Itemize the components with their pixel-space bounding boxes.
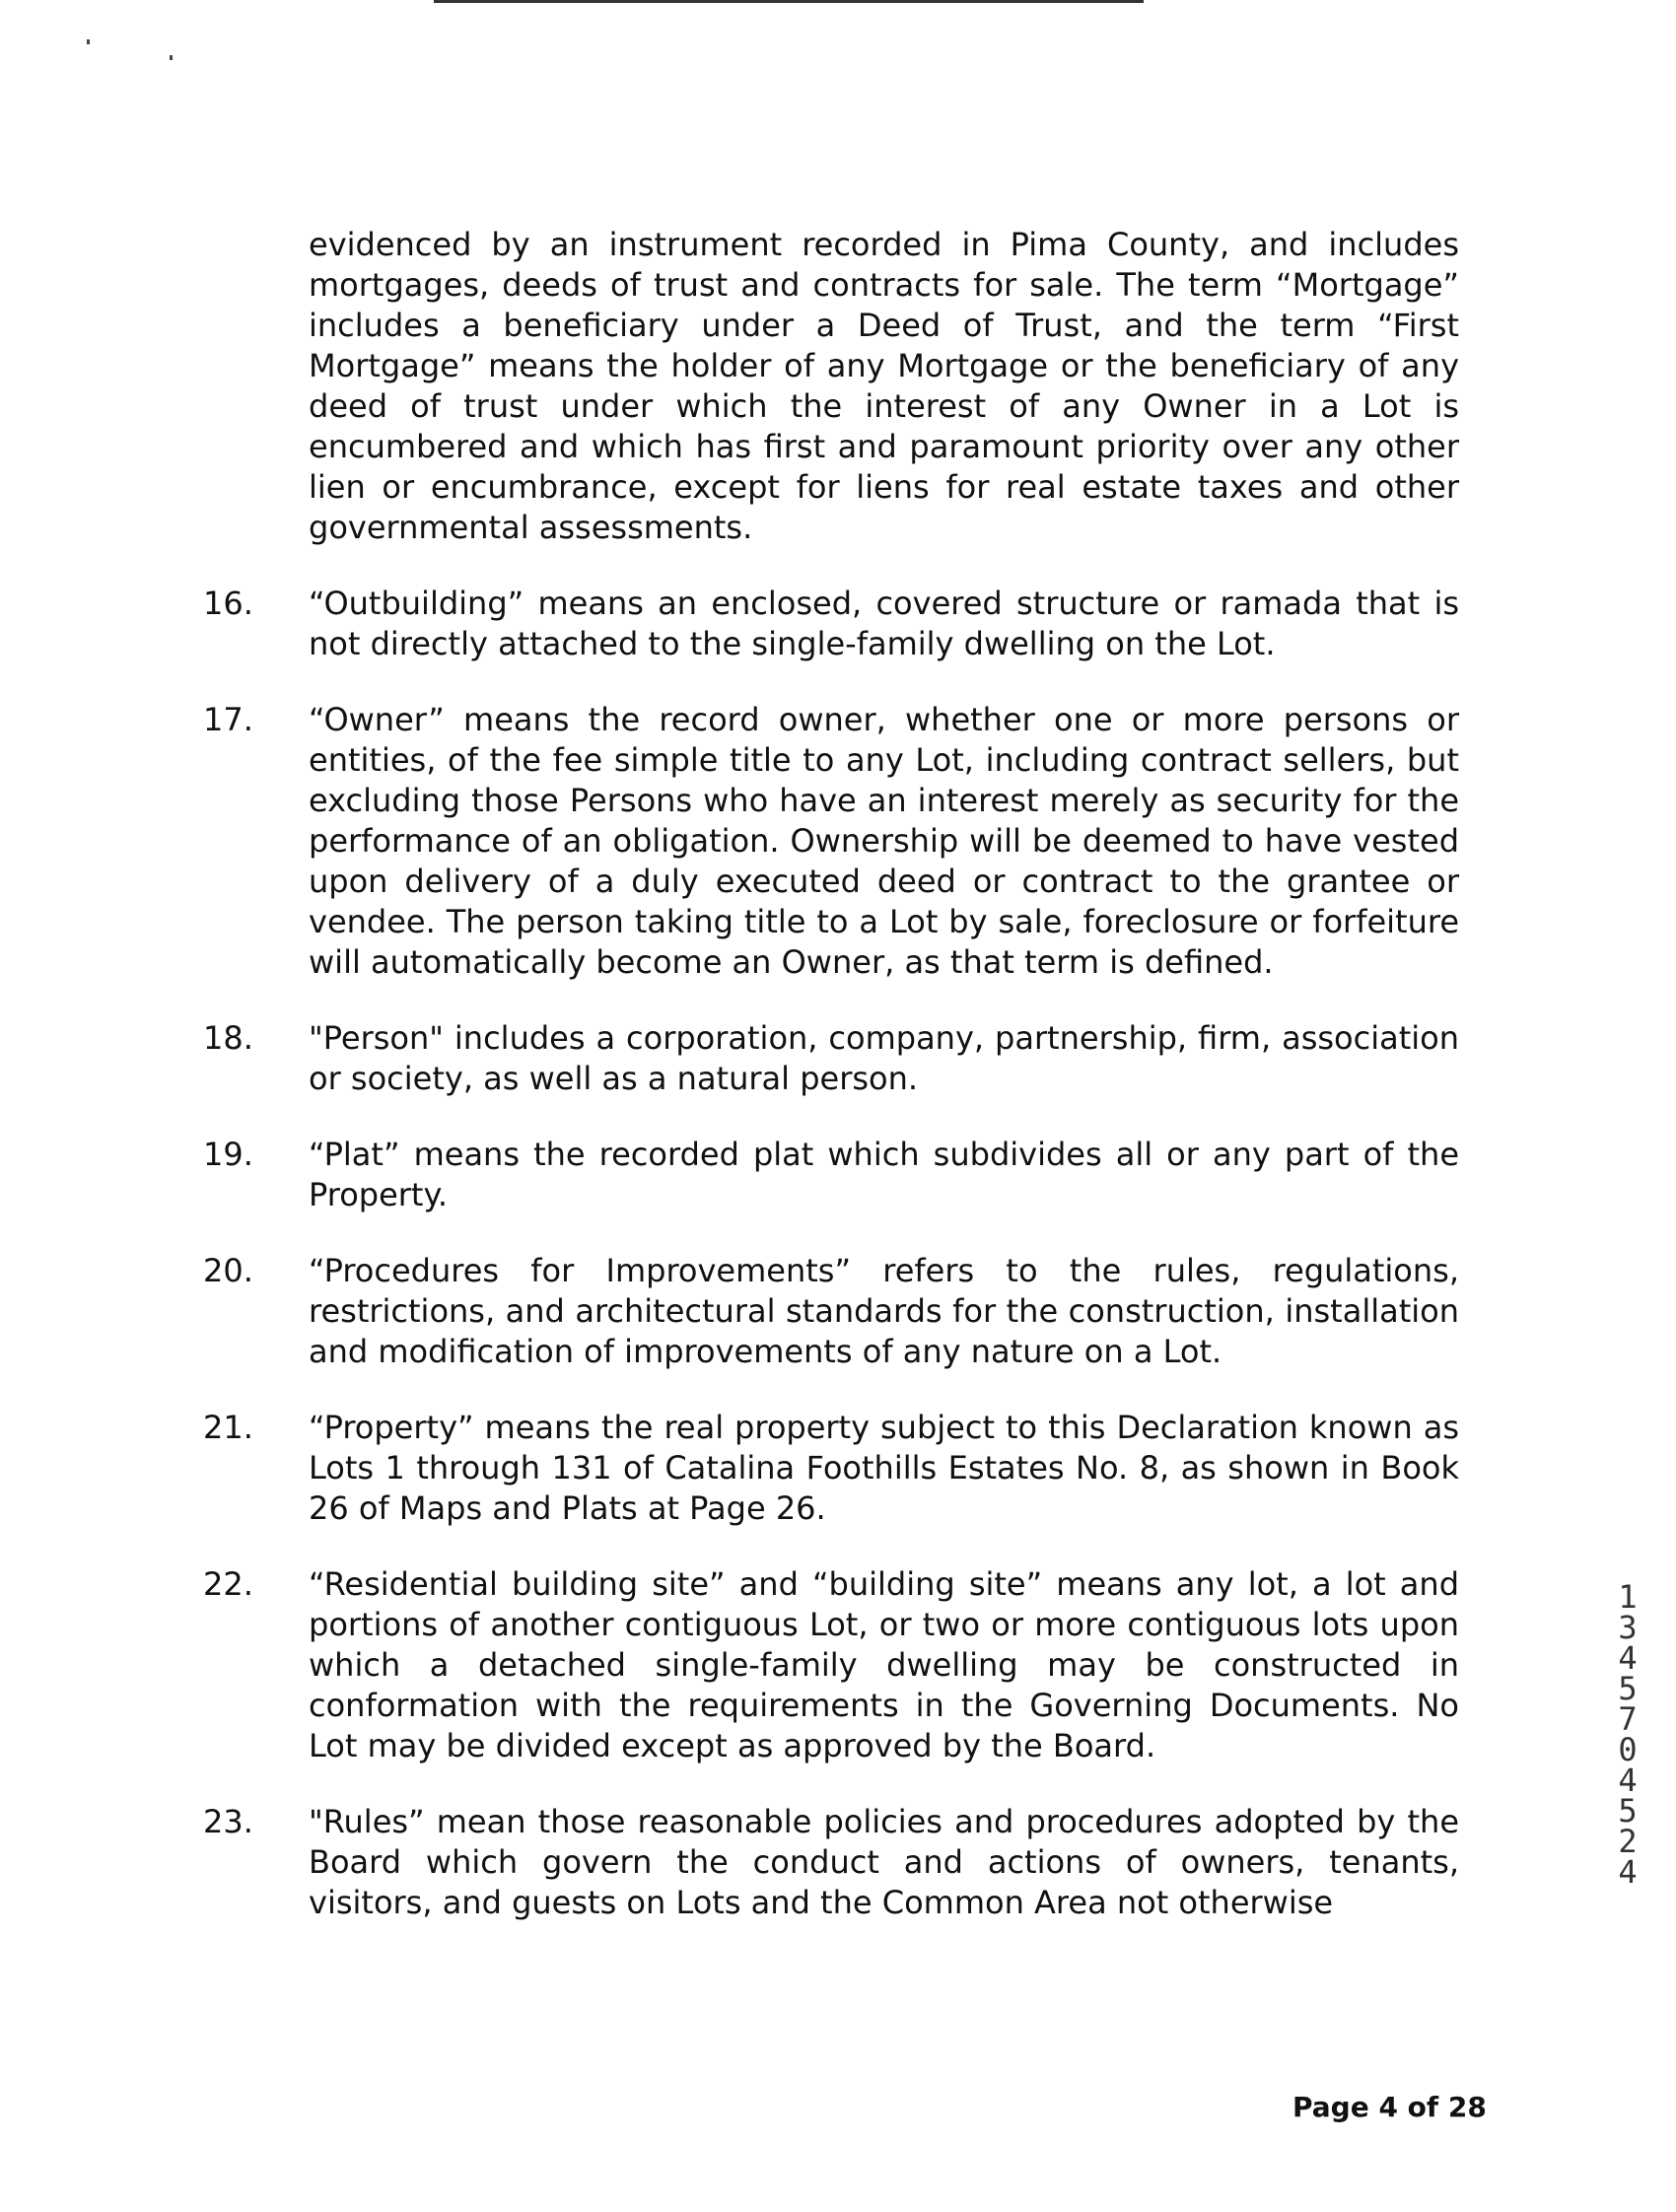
item-text: “Property” means the real property subject to this Declaration known as Lots 1 through 131 of Catalina Foothills Estates No. 8, as shown in Book 26 of Maps and Plats at Page 26. <box>309 1409 1459 1527</box>
item-text: “Outbuilding” means an enclosed, covered structure or ramada that is not directly attached to the single-family dwelling on the Lot. <box>309 585 1459 662</box>
definition-item-18 <box>203 1018 1459 1099</box>
item-number: 22. <box>203 1565 253 1603</box>
item-text: “Plat” means the recorded plat which subdivides all or any part of the Property. <box>309 1136 1459 1213</box>
item-number: 19. <box>203 1136 253 1173</box>
definition-item-21 <box>203 1408 1459 1529</box>
item-number: 23. <box>203 1803 253 1840</box>
item-number: 16. <box>203 585 253 622</box>
definition-item-23 <box>203 1802 1459 1923</box>
item-number: 20. <box>203 1252 253 1289</box>
definition-item-22 <box>203 1564 1459 1766</box>
item-text: "Person" includes a corporation, company, partnership, firm, association or society, as well as a natural person. <box>309 1019 1459 1097</box>
definition-item-16 <box>203 584 1459 664</box>
item-text: "Rules” mean those reasonable policies and procedures adopted by the Board which govern the conduct and actions of owners, tenants, visitors, and guests on Lots and the Common Area not otherwise <box>309 1803 1459 1921</box>
item-text: “Procedures for Improvements” refers to the rules, regulations, restrictions, and architectural standards for the construction, installation and modification of improvements of any nature on a Lot. <box>309 1252 1459 1370</box>
item-text: “Residential building site” and “building site” means any lot, a lot and portions of another contiguous Lot, or two or more contiguous lots upon which a detached single-family dwelling may be constructed in conformation with the requirements in the Governing Documents. No Lot may be divided except as approved by the Board. <box>309 1565 1459 1764</box>
intro-paragraph: evidenced by an instrument recorded in Pima County, and includes mortgages, deeds of trust and contracts for sale. The term “Mortgage” includes a beneficiary under a Deed of Trust, and the term “First Mortgage” means the holder of any Mortgage or the beneficiary of any deed of trust under which the interest of any Owner in a Lot is encumbered and which has first and paramount priority over any other lien or encumbrance, except for liens for real estate taxes and other governmental assessments. <box>309 226 1459 546</box>
item-number: 17. <box>203 701 253 738</box>
scan-speck <box>87 39 90 44</box>
recording-stamp-number: 13457 04524 <box>1618 1578 1638 1891</box>
document-body <box>203 225 1459 1959</box>
top-scan-line <box>434 0 1144 3</box>
item-number: 21. <box>203 1409 253 1446</box>
scan-speck <box>170 55 173 60</box>
item-text: “Owner” means the record owner, whether one or more persons or entities, of the fee simple title to any Lot, including contract sellers, but excluding those Persons who have an interest merely as security for the performance of an obligation. Ownership will be deemed to have vested upon delivery of a duly executed deed or contract to the grantee or vendee. The person taking title to a Lot by sale, foreclosure or forfeiture will automatically become an Owner, as that term is defined. <box>309 701 1459 981</box>
page-number: Page 4 of 28 <box>1292 2091 1487 2123</box>
definition-item-20 <box>203 1251 1459 1372</box>
definition-item-19 <box>203 1135 1459 1215</box>
item-number: 18. <box>203 1019 253 1057</box>
definition-item-17 <box>203 700 1459 983</box>
